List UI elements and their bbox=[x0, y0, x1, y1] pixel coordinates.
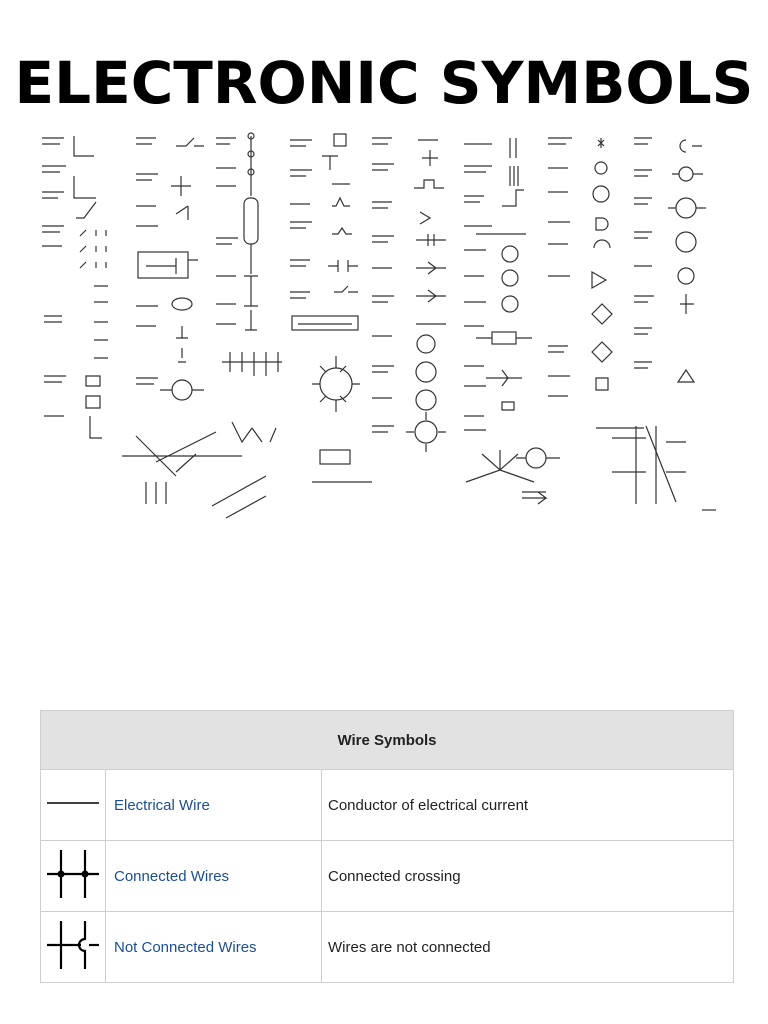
wire-symbols-table bbox=[40, 710, 734, 983]
symbol-column-2 bbox=[136, 138, 204, 400]
row-description: Wires are not connected bbox=[322, 912, 734, 983]
symbol-fragments bbox=[122, 422, 716, 518]
symbol-column-6 bbox=[464, 138, 560, 504]
symbols-chart-graphic bbox=[36, 126, 736, 526]
connected-wires-icon bbox=[43, 844, 103, 904]
symbol-column-5 bbox=[372, 138, 446, 452]
page-title: ELECTRONIC SYMBOLS bbox=[14, 49, 754, 117]
table-header: Wire Symbols bbox=[41, 711, 734, 770]
symbol-column-3 bbox=[216, 133, 282, 376]
not-connected-wires-link[interactable]: Not Connected Wires bbox=[114, 938, 257, 956]
symbols-reference-chart bbox=[36, 126, 736, 526]
row-description: Conductor of electrical current bbox=[322, 770, 734, 841]
symbol-column-1 bbox=[42, 136, 108, 438]
table-row bbox=[41, 770, 734, 841]
connected-wires-link[interactable]: Connected Wires bbox=[114, 867, 230, 885]
electrical-wire-link[interactable]: Electrical Wire bbox=[114, 796, 210, 814]
not-connected-wires-icon bbox=[43, 915, 103, 975]
table-row bbox=[41, 912, 734, 983]
table-row bbox=[41, 841, 734, 912]
row-description: Connected crossing bbox=[322, 841, 734, 912]
symbol-column-7 bbox=[548, 138, 612, 396]
symbol-column-8 bbox=[634, 138, 706, 382]
symbol-column-4 bbox=[290, 134, 360, 412]
electrical-wire-icon bbox=[43, 783, 103, 823]
